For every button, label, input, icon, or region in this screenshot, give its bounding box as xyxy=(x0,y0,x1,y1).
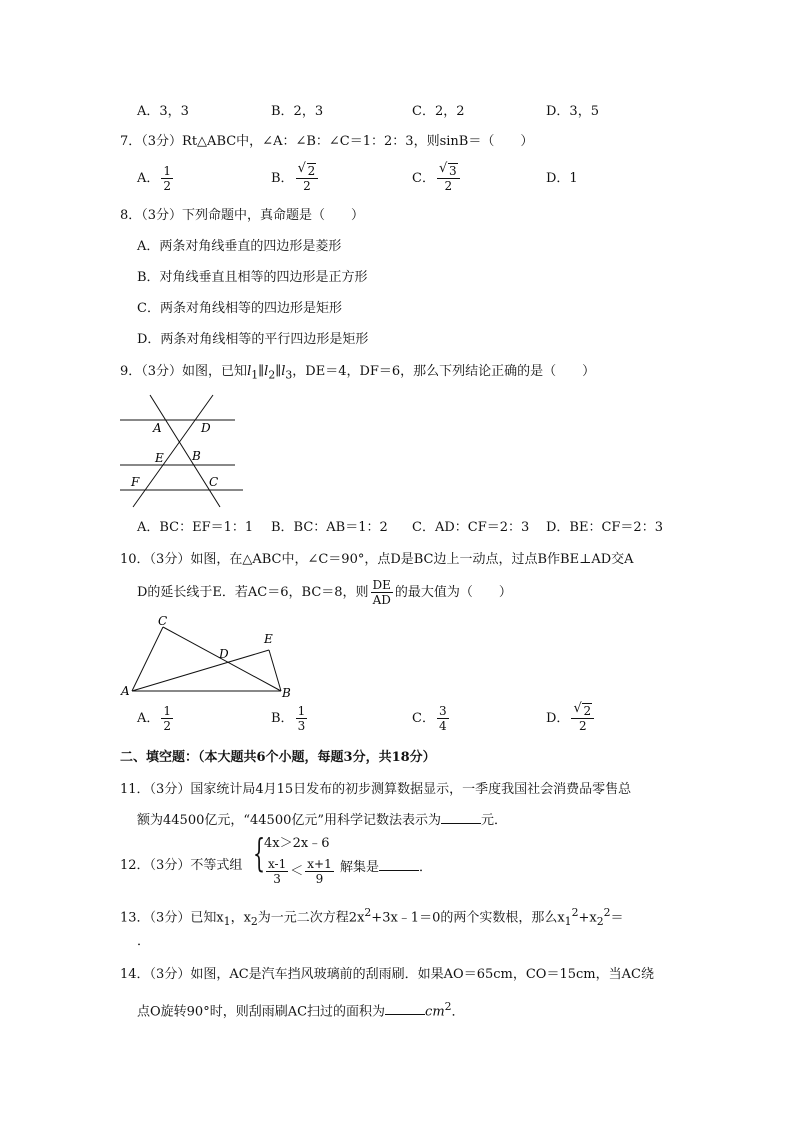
q11-stem-line2: 额为44500亿元，“44500亿元”用科学记数法表示为 元． xyxy=(137,813,508,828)
q7-text: Rt△ABC中，∠A：∠B：∠C＝1：2：3，则sinB＝（ ） xyxy=(182,134,534,149)
section-heading: 二、填空题：（本大题共6个小题，每题3分，共18分） xyxy=(120,750,436,765)
q8-option-a: A．两条对角线垂直的四边形是菱形 xyxy=(137,239,342,254)
segment-eb xyxy=(269,650,281,691)
system-brace: { xyxy=(253,831,266,875)
q13-line2: ． xyxy=(137,934,151,949)
segment-ca xyxy=(132,627,163,691)
q11-stem-line1: 11．（3分）国家统计局4月15日发布的初步测算数据显示，一季度我国社会消费品零售总 xyxy=(120,782,632,797)
label-f: F xyxy=(131,475,140,489)
q7-option-b: B． √ 2 2 xyxy=(271,164,320,194)
fraction: $\frac{1}{2}$ xyxy=(163,704,172,733)
q8-option-d: D．两条对角线相等的平行四边形是矩形 xyxy=(137,332,369,347)
q12-number: 12．（3分）不等式组 xyxy=(120,858,243,873)
fraction: √ 2 2 xyxy=(296,164,319,193)
q7-number: 7．（3分） xyxy=(120,134,183,149)
label-b: B xyxy=(192,449,201,463)
q10-option-a: A． $\frac{1}{2}$ xyxy=(137,704,172,733)
q10-stem-line1: 10．（3分）如图，在△ABC中，∠C＝90°，点D是BC边上一动点，过点B作BE⊥AD交A xyxy=(120,552,634,567)
q9-option-c: C．AD：CF＝2：3 xyxy=(412,520,530,535)
q8-option-b: B．对角线垂直且相等的四边形是正方形 xyxy=(137,270,368,285)
fraction: $\frac{x+1}{9}$ xyxy=(307,857,332,886)
answer-blank[interactable] xyxy=(385,1002,425,1015)
segment-ae xyxy=(132,650,269,691)
fraction: $\frac{3}{4}$ xyxy=(438,704,447,733)
label-a: A xyxy=(153,421,162,435)
label-c: C xyxy=(209,475,219,489)
label-a: A xyxy=(121,684,130,698)
label-c: C xyxy=(158,615,168,628)
q14-stem-line2: 点O旋转90°时，则刮雨刷AC扫过的面积为 $cm^2$． xyxy=(137,1000,465,1020)
fraction: $\frac{x-1}{3}$ xyxy=(268,857,287,886)
fraction: √ 3 2 xyxy=(437,164,460,193)
q10-option-c: C． $\frac{3}{4}$ xyxy=(412,704,447,733)
answer-blank[interactable] xyxy=(441,811,481,824)
q6-option-d: D．3，5 xyxy=(546,104,599,119)
q6-option-c: C．2，2 xyxy=(412,104,465,119)
q10-option-b: B． $\frac{1}{3}$ xyxy=(271,704,306,733)
q6-option-b: B．2，3 xyxy=(271,104,324,119)
fraction: √ 2 2 xyxy=(571,704,594,733)
q10-option-d: D． √ 2 2 xyxy=(546,704,596,734)
label-d: D xyxy=(219,647,229,661)
q8-option-c: C．两条对角线相等的四边形是矩形 xyxy=(137,301,342,316)
q9-figure xyxy=(115,390,250,510)
label-d: D xyxy=(201,421,211,435)
label-e: E xyxy=(264,632,273,646)
q7-option-c: C． √ 3 2 xyxy=(412,164,462,194)
q14-stem-line1: 14．（3分）如图，AC是汽车挡风玻璃前的刮雨刷．如果AO＝65cm，CO＝15cm，当AC绕 xyxy=(120,967,654,982)
label-e: E xyxy=(155,451,164,465)
q12-inequality-1: 4x＞2x﹣6 xyxy=(264,836,330,851)
q7-option-d: D．1 xyxy=(546,171,578,186)
answer-blank[interactable] xyxy=(379,858,419,871)
label-b: B xyxy=(282,686,291,700)
fraction: $\frac{1}{3}$ xyxy=(297,704,306,733)
q7-option-a: A． $\frac{1}{2}$ xyxy=(137,164,172,193)
q10-figure xyxy=(118,615,298,700)
q12-inequality-2: $\frac{x-1}{3}$ ＜ $\frac{x+1}{9}$ xyxy=(268,857,332,886)
q12-tail: 解集是 ． xyxy=(340,860,433,875)
q13-stem: 13．（3分）已知$x_1$，$x_2$为一元二次方程$2x^2+3x﹣1=0$的两个实数根，那么$x_1^2+x_2^2=$ xyxy=(120,906,624,928)
q9-option-a: A．BC：EF＝1：1 xyxy=(137,520,254,535)
q9-option-b: B．BC：AB＝1：2 xyxy=(271,520,388,535)
fraction: $\frac{DE}{AD}$ xyxy=(372,578,391,607)
q7-stem xyxy=(120,134,533,150)
q9-stem: 9．（3分）如图，已知$l_1\parallel l_2\parallel l_3$，DE＝4，DF＝6，那么下列结论正确的是（ ） xyxy=(120,364,596,382)
fraction: $\frac{1}{2}$ xyxy=(163,164,172,193)
q6-option-a: A．3，3 xyxy=(137,104,189,119)
q8-stem: 8．（3分）下列命题中，真命题是（ ） xyxy=(120,208,365,223)
q9-option-d: D．BE：CF＝2：3 xyxy=(546,520,663,535)
q10-stem-line2: D的延长线于E．若AC＝6，BC＝8，则 $\frac{DE}{AD}$ 的最大值为（ ） xyxy=(137,578,512,607)
